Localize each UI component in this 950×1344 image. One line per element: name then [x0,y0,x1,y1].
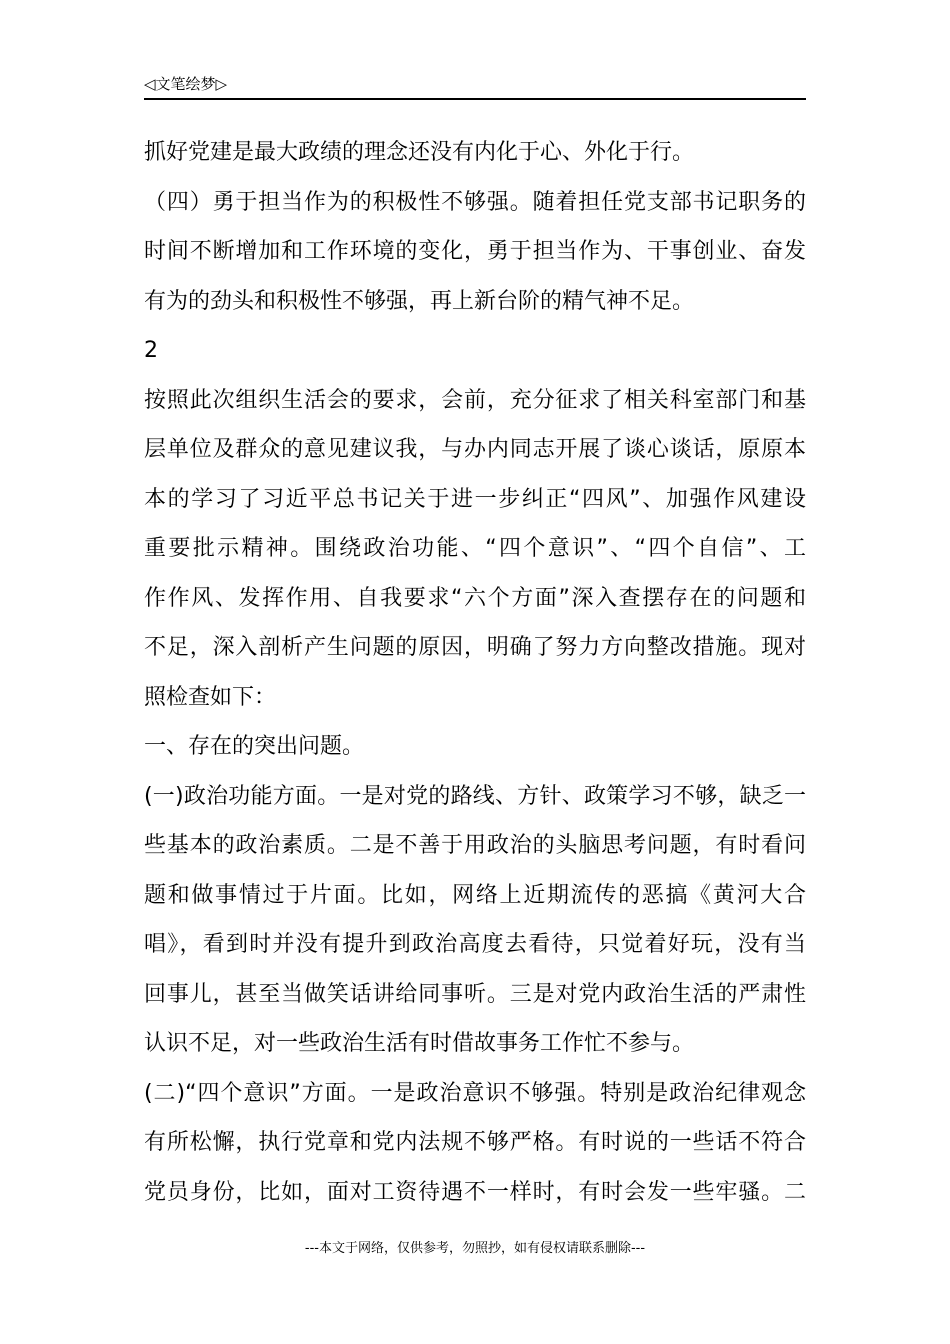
text-line-1: 抓好党建是最大政绩的理念还没有内化于心、外化于行。 [144,140,695,165]
text-line-14: (一)政治功能方面。一是对党的路线、方针、政策学习不够，缺乏一 [144,783,806,809]
text-line-3: 时间不断增加和工作环境的变化，勇于担当作为、干事创业、奋发 [144,239,806,264]
text-line-20: (二)“四个意识”方面。一是政治意识不够强。特别是政治纪律观念 [144,1080,806,1106]
text-line-18: 回事儿，甚至当做笑话讲给同事听。三是对党内政治生活的严肃性 [144,981,806,1007]
text-line-22: 党员身份，比如，面对工资待遇不一样时，有时会发一些牢骚。二 [144,1179,806,1205]
text-line-6: 按照此次组织生活会的要求，会前，充分征求了相关科室部门和基 [144,387,806,413]
header-title: ◁文笔绘梦▷ [144,75,228,93]
text-line-2: （四）勇于担当作为的积极性不够强。随着担任党支部书记职务的 [144,189,806,215]
text-line-16: 题和做事情过于片面。比如，网络上近期流传的恶搞《黄河大合 [144,882,806,908]
text-line-8: 本的学习了习近平总书记关于进一步纠正“四风”、加强作风建设 [144,486,806,512]
text-line-7: 层单位及群众的意见建议我，与办内同志开展了谈心谈话，原原本 [144,437,806,462]
heading-problems: 一、存在的突出问题。 [144,734,365,759]
text-line-12: 照检查如下： [144,684,277,710]
text-line-19: 认识不足，对一些政治生活有时借故事务工作忙不参与。 [144,1031,695,1056]
section-number: 2 [144,338,158,363]
text-line-21: 有所松懈，执行党章和党内法规不够严格。有时说的一些话不符合 [144,1130,806,1155]
text-line-10: 作作风、发挥作用、自我要求“六个方面”深入查摆存在的问题和 [144,585,806,611]
text-line-17: 唱》，看到时并没有提升到政治高度去看待，只觉着好玩，没有当 [144,932,806,957]
text-line-15: 些基本的政治素质。二是不善于用政治的头脑思考问题，有时看问 [144,833,806,858]
page-footer: ---本文于网络，仅供参考，勿照抄，如有侵权请联系删除--- [304,1241,646,1256]
text-line-11: 不足，深入剖析产生问题的原因，明确了努力方向整改措施。现对 [144,635,806,660]
text-line-4: 有为的劲头和积极性不够强，再上新台阶的精气神不足。 [144,288,695,314]
document-body [144,128,806,1217]
text-line-9: 重要批示精神。围绕政治功能、“四个意识”、“四个自信”、工 [144,536,806,561]
page-header [144,70,806,100]
